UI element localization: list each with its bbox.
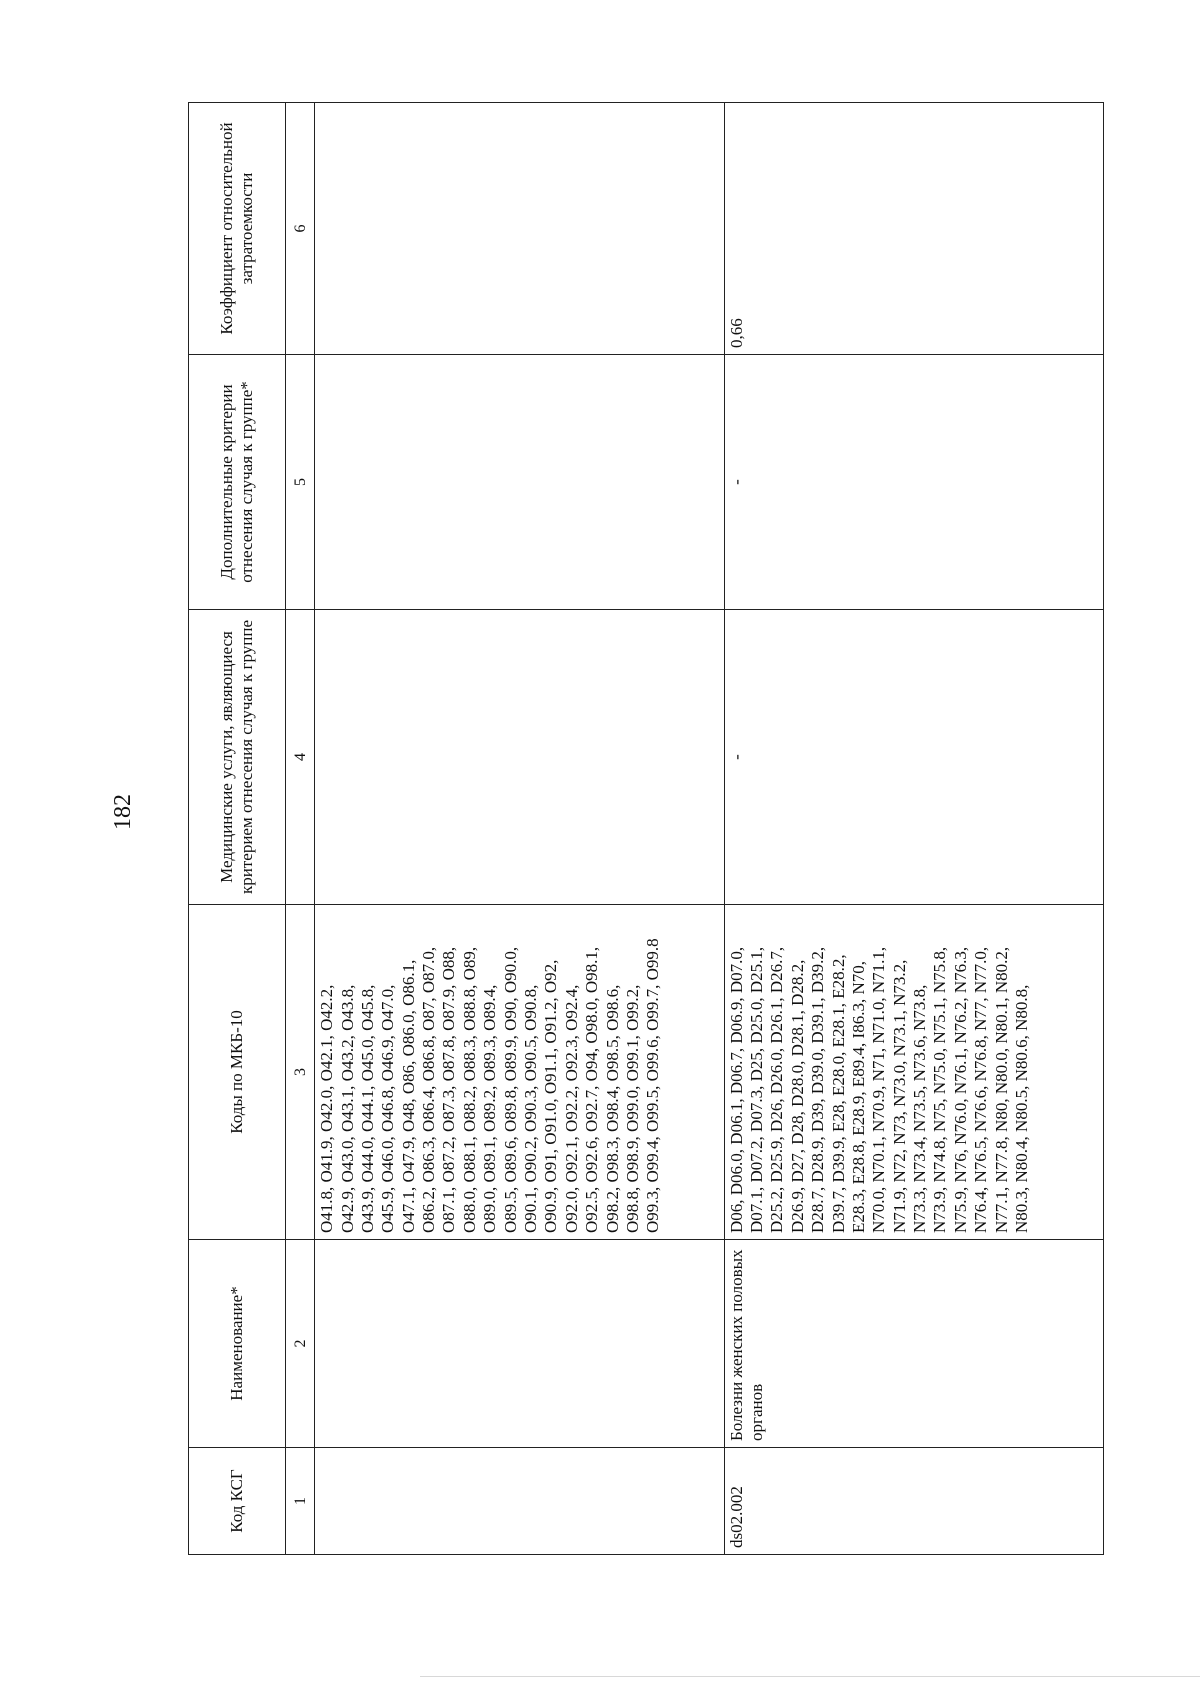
column-number: 3 — [286, 905, 315, 1240]
column-number-row — [286, 103, 315, 1555]
criteria-cell: - — [724, 355, 1103, 610]
header-row — [189, 103, 286, 1555]
name-cell: Болезни женских половых органов — [724, 1240, 1103, 1448]
column-number: 2 — [286, 1240, 315, 1448]
criteria-cell — [315, 355, 724, 610]
header-coefficient: Коэффициент относительной затратоемкости — [189, 103, 286, 355]
coefficient-cell: 0,66 — [724, 103, 1103, 355]
header-mkb-codes: Коды по МКБ-10 — [189, 905, 286, 1240]
mkb-codes-cell: D06, D06.0, D06.1, D06.7, D06.9, D07.0, D07.1, D07.2, D07.3, D25, D25.0, D25.1, D25.2, D25.9, D26, D26.0, D26.1, D26.7, D26.9, D27, D28, D28.0, D28.1, D28.2, D28.7, D28.9, D39, D39.0, D39.1, D39.2, D39.7, D39.9, E28, E28.0, E28.1, E28.2, E28.3, E28.8, E28.9, E89.4, I86.3, N70, N70.0, N70.1, N70.9, N71, N71.0, N71.1, N71.9, N72, N73, N73.0, N73.1, N73.2, N73.3, N73.4, N73.5, N73.6, N73.8, N73.9, N74.8, N75, N75.0, N75.1, N75.8, N75.9, N76, N76.0, N76.1, N76.2, N76.3, N76.4, N76.5, N76.6, N76.8, N77, N77.0, N77.1, N77.8, N80, N80.0, N80.1, N80.2, N80.3, N80.4, N80.5, N80.6, N80.8, — [724, 905, 1103, 1240]
column-number: 1 — [286, 1448, 315, 1555]
header-ksg-code: Код КСГ — [189, 1448, 286, 1555]
ksg-code-cell — [315, 1448, 724, 1555]
services-cell — [315, 610, 724, 905]
ksg-table — [188, 102, 1104, 1555]
table-row — [724, 103, 1103, 1555]
column-number: 4 — [286, 610, 315, 905]
column-number: 5 — [286, 355, 315, 610]
page-number: 182 — [110, 794, 136, 830]
header-name: Наименование* — [189, 1240, 286, 1448]
table-row — [315, 103, 724, 1555]
services-cell: - — [724, 610, 1103, 905]
column-number: 6 — [286, 103, 315, 355]
header-medical-services: Медицинские услуги, являющиеся критерием отнесения случая к группе — [189, 610, 286, 905]
name-cell — [315, 1240, 724, 1448]
mkb-codes-cell: O41.8, O41.9, O42.0, O42.1, O42.2, O42.9, O43.0, O43.1, O43.2, O43.8, O43.9, O44.0, O44.1, O45.0, O45.8, O45.9, O46.0, O46.8, O46.9, O47.0, O47.1, O47.9, O48, O86, O86.0, O86.1, O86.2, O86.3, O86.4, O86.8, O87, O87.0, O87.1, O87.2, O87.3, O87.8, O87.9, O88, O88.0, O88.1, O88.2, O88.3, O88.8, O89, O89.0, O89.1, O89.2, O89.3, O89.4, O89.5, O89.6, O89.8, O89.9, O90, O90.0, O90.1, O90.2, O90.3, O90.5, O90.8, O90.9, O91, O91.0, O91.1, O91.2, O92, O92.0, O92.1, O92.2, O92.3, O92.4, O92.5, O92.6, O92.7, O94, O98.0, O98.1, O98.2, O98.3, O98.4, O98.5, O98.6, O98.8, O98.9, O99.0, O99.1, O99.2, O99.3, O99.4, O99.5, O99.6, O99.7, O99.8 — [315, 905, 724, 1240]
rotated-table-container — [188, 103, 1104, 1555]
coefficient-cell — [315, 103, 724, 355]
header-additional-criteria: Дополнительные критерии отнесения случая к группе* — [189, 355, 286, 610]
scan-edge-line — [420, 1676, 1200, 1677]
ksg-code-cell: ds02.002 — [724, 1448, 1103, 1555]
